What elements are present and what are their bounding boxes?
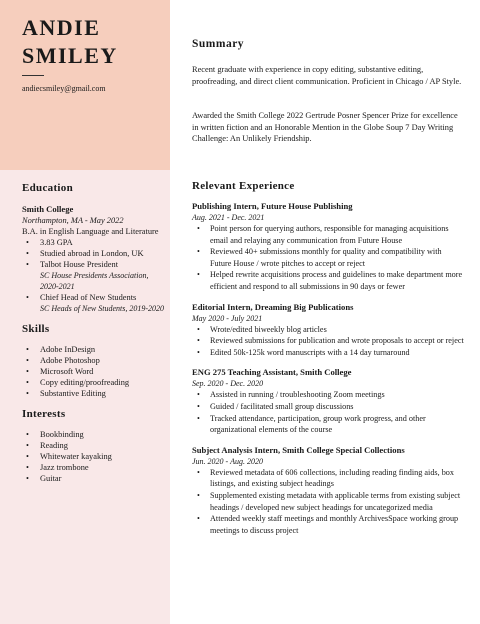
- job-bullet: • Reviewed metadata of 606 collections, including reading finding aids, box listings, and existing subject headings: [192, 467, 464, 490]
- education-item-text: 3.83 GPA: [40, 238, 73, 247]
- skills-list: [22, 344, 164, 399]
- job-entry: [192, 201, 464, 293]
- job-bullet: • Tracked attendance, participation, group work progress, and other organizational elements of the course: [192, 413, 464, 436]
- education-item-detail: SC Heads of New Students, 2019-2020: [40, 304, 164, 313]
- education-heading: Education: [22, 182, 73, 194]
- interests-item: • Reading: [22, 440, 164, 451]
- interests-item: • Jazz trombone: [22, 462, 164, 473]
- job-title: Editorial Intern, Dreaming Big Publications: [192, 301, 354, 312]
- skills-item: • Substantive Editing: [22, 388, 164, 399]
- job-bullets: [192, 324, 464, 359]
- skills-item: • Adobe InDesign: [22, 344, 164, 355]
- job-bullet: • Supplemented existing metadata with applicable terms from existing subject headings / developed new subject headings for uncategorized media: [192, 490, 464, 513]
- education-item: [22, 292, 164, 314]
- education-item-text: Talbot House President: [40, 260, 119, 269]
- education-item: [22, 259, 164, 292]
- interests-item: • Whitewater kayaking: [22, 451, 164, 462]
- job-entry: [192, 445, 464, 537]
- experience-heading: Relevant Experience: [192, 180, 295, 192]
- skills-item: • Adobe Photoshop: [22, 355, 164, 366]
- education-list: [22, 237, 164, 314]
- job-bullets: [192, 389, 464, 435]
- job-bullet: • Wrote/edited biweekly blog articles: [192, 324, 464, 336]
- summary-paragraph-1: Recent graduate with experience in copy editing, substantive editing, proofreading, and direct client communication. Proficient in Chicago / AP Style.: [192, 65, 462, 86]
- job-title: ENG 275 Teaching Assistant, Smith College: [192, 367, 352, 378]
- education-dates: Northampton, MA - May 2022: [22, 216, 124, 225]
- education-item: [22, 237, 164, 248]
- interests-item: • Bookbinding: [22, 429, 164, 440]
- job-bullet: • Reviewed submissions for publication and wrote proposals to accept or reject: [192, 335, 464, 347]
- job-bullet: • Assisted in running / troubleshooting Zoom meetings: [192, 389, 464, 401]
- education-item-detail: SC House Presidents Association, 2020-2021: [40, 271, 149, 291]
- job-bullet: • Point person for querying authors, responsible for managing acquisitions email and relaying any communication from Future House: [192, 223, 464, 246]
- job-bullet: • Reviewed 40+ submissions monthly for quality and compatibility with Future House / wrote pitches to accept or reject: [192, 246, 464, 269]
- job-dates: May 2020 - July 2021: [192, 313, 263, 323]
- job-dates: Jun. 2020 - Aug. 2020: [192, 456, 263, 466]
- job-title: Subject Analysis Intern, Smith College Special Collections: [192, 444, 405, 455]
- education-section: [22, 182, 164, 314]
- job-dates: Aug. 2021 - Dec. 2021: [192, 213, 265, 222]
- job-title: Publishing Intern, Future House Publishing: [192, 201, 353, 211]
- education-item: [22, 248, 164, 259]
- interests-item: • Guitar: [22, 473, 164, 484]
- job-bullet: • Guided / facilitated small group discussions: [192, 401, 464, 413]
- summary-paragraph-2: Awarded the Smith College 2022 Gertrude Posner Spencer Prize for excellence in written fiction and an Honorable Mention in the Globe Soup 7 Day Writing Challenge: An Unlikely Friendship.: [192, 111, 458, 144]
- summary-heading: Summary: [192, 38, 245, 50]
- skills-item: • Microsoft Word: [22, 366, 164, 377]
- education-degree: B.A. in English Language and Literature: [22, 227, 159, 236]
- skills-section: [22, 323, 164, 399]
- experience-list: [192, 201, 464, 536]
- job-dates: Sep. 2020 - Dec. 2020: [192, 379, 264, 389]
- email-address[interactable]: andiecsmiley@gmail.com: [22, 84, 106, 93]
- job-bullets: [192, 223, 464, 293]
- job-bullet: • Edited 50k-125k word manuscripts with a 14 day turnaround: [192, 347, 464, 359]
- education-school: Smith College: [22, 204, 74, 214]
- job-entry: [192, 302, 464, 359]
- job-bullet: • Helped rewrite acquisitions process and guidelines to make department more efficient and respond to all submissions in 90 days or fewer: [192, 269, 464, 292]
- candidate-name: ANDIE SMILEY: [22, 15, 118, 68]
- job-bullets: [192, 467, 464, 537]
- experience-section: [192, 180, 464, 545]
- sidebar-content: [22, 182, 164, 484]
- job-entry: [192, 367, 464, 435]
- education-item-text: Chief Head of New Students: [40, 293, 137, 302]
- skills-item: • Copy editing/proofreading: [22, 377, 164, 388]
- interests-section: [22, 408, 164, 484]
- interests-heading: Interests: [22, 408, 66, 420]
- education-item-text: Studied abroad in London, UK: [40, 249, 144, 258]
- interests-list: [22, 429, 164, 484]
- skills-heading: Skills: [22, 323, 50, 335]
- job-bullet: • Attended weekly staff meetings and monthly ArchivesSpace working group meetings to discuss project: [192, 513, 464, 536]
- name-divider: [22, 75, 44, 76]
